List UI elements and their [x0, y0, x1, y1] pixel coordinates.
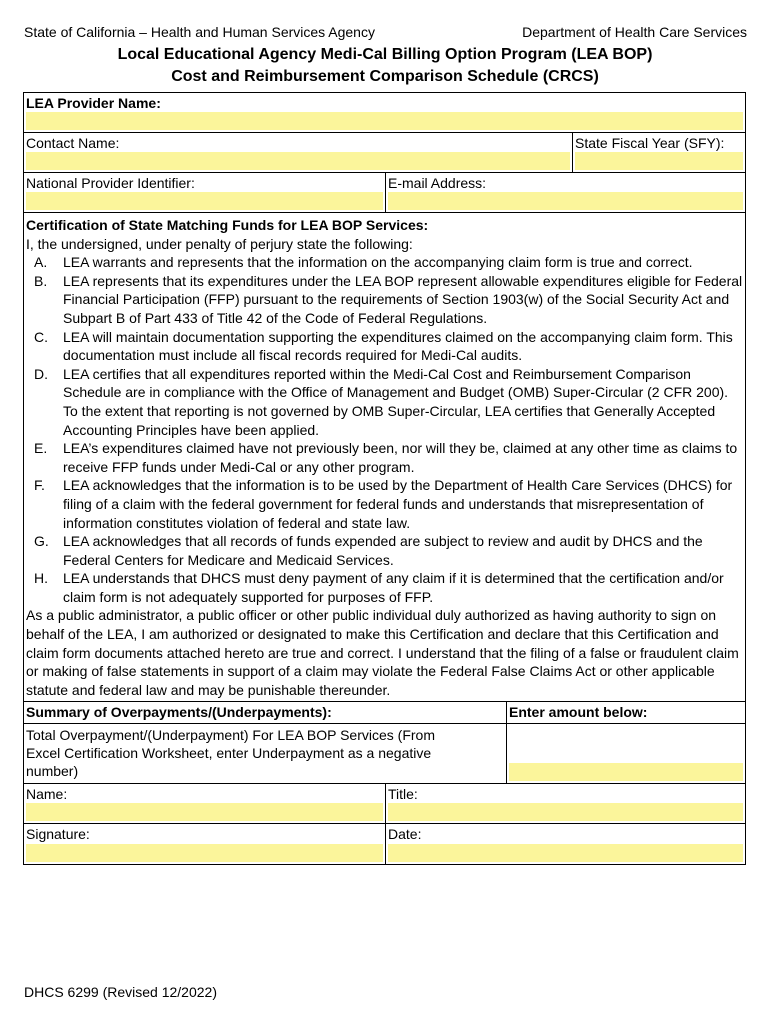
certification-list — [26, 253, 743, 606]
certification-item — [26, 569, 743, 606]
email-label: E-mail Address: — [388, 175, 487, 191]
total-label: Total Overpayment/(Underpayment) For LEA BOP Services (From Excel Certification Worksheet, enter Underpayment as a negative number) — [26, 727, 435, 780]
title-input[interactable] — [388, 803, 743, 821]
date-label: Date: — [388, 826, 422, 843]
certification-item — [26, 272, 743, 328]
agency-name: State of California – Health and Human Services Agency — [24, 24, 375, 40]
item-text: LEA certifies that all expenditures reported within the Medi-Cal Cost and Reimbursement Comparison Schedule are in compliance with the Office of Management and Budget (OMB) Super-Circular (2 CFR 200). To the extent that reporting is not governed by OMB Super-Circular, LEA certifies that Generally Accepted Accounting Principles have been applied. — [63, 365, 729, 438]
signature-label: Signature: — [26, 826, 90, 843]
provider-name-row — [24, 93, 745, 133]
item-letter: D. — [34, 365, 48, 382]
item-text: LEA acknowledges that all records of funds expended are subject to review and audit by DHCS and the Federal Centers for Medicare and Medicaid Services. — [63, 533, 703, 568]
summary-total-row — [24, 724, 745, 784]
form-number: DHCS 6299 (Revised 12/2022) — [24, 984, 217, 1000]
provider-name-label: LEA Provider Name: — [26, 95, 161, 111]
certification-closing: As a public administrator, a public officer or other public individual duly authorized as having authority to sign on behalf of the LEA, I am authorized or designated to make this Certification and declare that this Certification and claim form documents attached hereto are true and correct. I understand that the filing of a false or fraudulent claim or making of false statements in support of a claim may violate the Federal False Claims Act or other applicable statute and federal law and may be punishable thereunder. — [26, 607, 739, 698]
certification-title: Certification of State Matching Funds for LEA BOP Services: — [26, 217, 429, 233]
certification-item — [26, 365, 743, 439]
form-subtitle: Cost and Reimbursement Comparison Schedule (CRCS) — [171, 68, 599, 85]
item-letter: B. — [34, 272, 48, 289]
signature-date-row — [24, 824, 745, 864]
item-letter: H. — [34, 570, 48, 587]
email-input[interactable] — [388, 192, 743, 210]
contact-name-input[interactable] — [26, 152, 570, 170]
amount-heading: Enter amount below: — [509, 704, 648, 721]
title-label: Title: — [388, 786, 418, 803]
certification-item — [26, 328, 743, 365]
certification-item — [26, 253, 743, 272]
form-title: Local Educational Agency Medi-Cal Billing Option Program (LEA BOP) — [117, 46, 653, 63]
item-letter: C. — [34, 328, 48, 345]
summary-heading: Summary of Overpayments/(Underpayments): — [26, 704, 332, 721]
contact-name-label: Contact Name: — [26, 135, 120, 151]
item-text: LEA will maintain documentation supporting the expenditures claimed on the accompanying claim form. This documentation must include all fiscal records required for Medi-Cal audits. — [63, 328, 733, 364]
npi-label: National Provider Identifier: — [26, 175, 195, 191]
certification-section — [24, 213, 745, 702]
item-letter: F. — [34, 477, 45, 494]
date-input[interactable] — [388, 844, 743, 862]
npi-email-row — [24, 173, 745, 213]
item-letter: E. — [34, 440, 48, 457]
name-input[interactable] — [26, 803, 383, 821]
summary-heading-row — [24, 702, 745, 724]
provider-name-input[interactable] — [26, 112, 743, 130]
item-letter: G. — [34, 533, 49, 550]
signature-input[interactable] — [26, 844, 383, 862]
certification-intro: I, the undersigned, under penalty of perjury state the following: — [26, 235, 413, 252]
item-text: LEA represents that its expenditures under the LEA BOP represent allowable expenditures eligible for Federal Financial Participation (FFP) pursuant to the requirements of Section 1903(w) of the Social Security Act and Subpart B of Part 433 of Title 42 of the Code of Federal Regulations. — [63, 272, 743, 326]
crcs-form — [23, 92, 746, 865]
name-title-row — [24, 784, 745, 824]
item-text: LEA warrants and represents that the information on the accompanying claim form is true and correct. — [63, 254, 693, 271]
certification-item — [26, 476, 743, 532]
certification-item — [26, 439, 743, 476]
name-label: Name: — [26, 786, 68, 803]
npi-input[interactable] — [26, 192, 383, 210]
sfy-label: State Fiscal Year (SFY): — [575, 135, 725, 151]
item-text: LEA understands that DHCS must deny payment of any claim if it is determined that the certification and/or claim form is not adequately supported for purposes of FFP. — [63, 570, 724, 605]
total-amount-input[interactable] — [509, 763, 743, 781]
sfy-input[interactable] — [575, 152, 743, 170]
item-letter: A. — [34, 254, 48, 271]
item-text: LEA acknowledges that the information is to be used by the Department of Health Care Services (DHCS) for filing of a claim with the federal government for federal funds and understands that misrepresentation of information constitutes violation of federal and state law. — [63, 477, 733, 531]
item-text: LEA’s expenditures claimed have not previously been, nor will they be, claimed at any other time as claims to receive FFP funds under Medi-Cal or any other program. — [63, 440, 738, 475]
department-name: Department of Health Care Services — [522, 24, 747, 40]
certification-item — [26, 532, 743, 569]
contact-row — [24, 133, 745, 173]
